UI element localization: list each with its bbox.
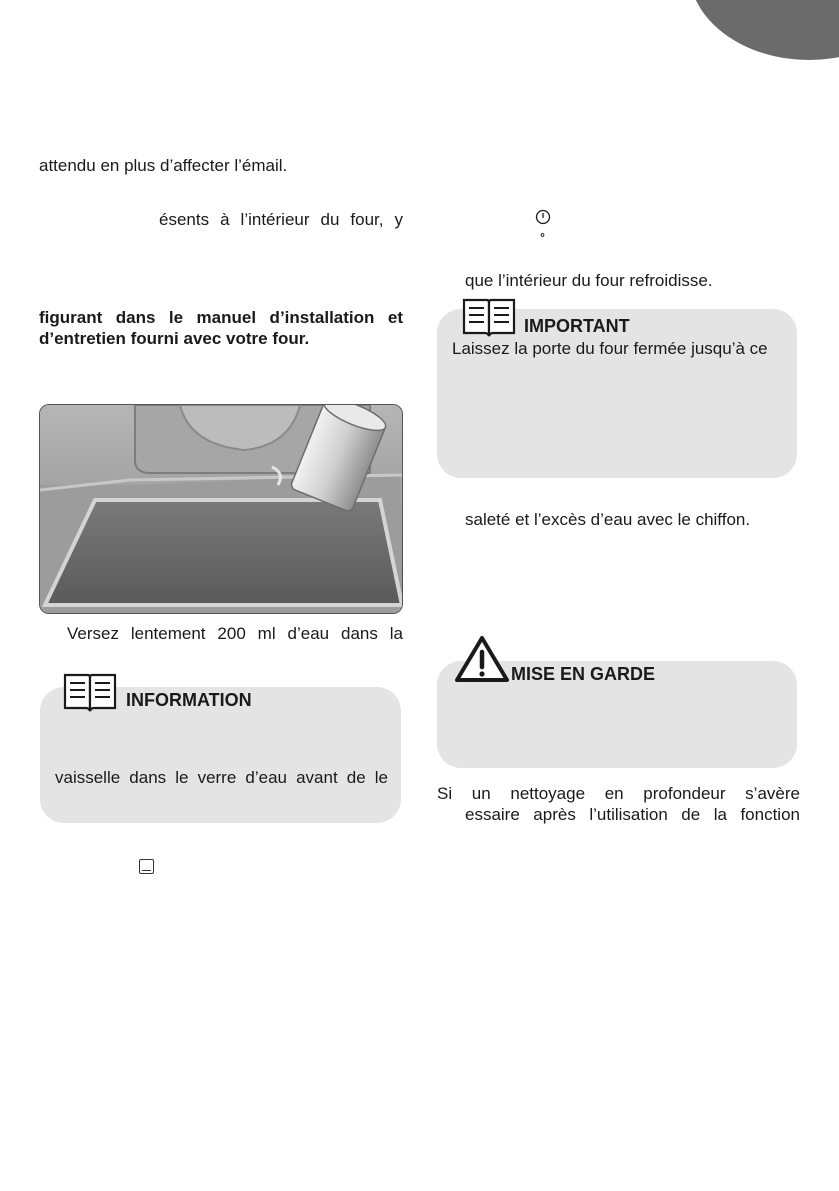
information-title: INFORMATION: [126, 690, 252, 710]
text-line-refroidisse: que l’intérieur du four refroidisse.: [465, 271, 713, 290]
important-title: IMPORTANT: [524, 316, 630, 336]
warning-title: MISE EN GARDE: [511, 664, 656, 684]
important-text: Laissez la porte du four fermée jusqu’à ce: [452, 339, 768, 358]
deep-clean-line-1: Si un nettoyage en profondeur s’avère: [437, 784, 800, 803]
page-corner-tab: [689, 0, 839, 60]
text-line-presents: ésents à l’intérieur du four, y: [159, 210, 403, 229]
information-text: vaisselle dans le verre d’eau avant de le: [55, 768, 388, 787]
text-line-salete: saleté et l’excès d’eau avec le chiffon.: [465, 510, 751, 529]
text-line-affecter: attendu en plus d’affecter l’émail.: [39, 156, 288, 175]
bold-line-entretien: d’entretien fourni avec votre four.: [39, 329, 310, 348]
oven-water-photo: [39, 404, 403, 614]
warning-triangle-icon: [454, 635, 510, 683]
step-pour-water: Versez lentement 200 ml d’eau dans la: [67, 624, 403, 643]
bold-line-manual: figurant dans le manuel d’installation et: [39, 308, 403, 327]
open-book-icon: [63, 671, 117, 713]
square-symbol-icon: [139, 859, 154, 874]
deep-clean-line-2: essaire après l’utilisation de la fonction: [465, 805, 800, 824]
power-icon: [534, 208, 552, 240]
open-book-icon: [462, 296, 516, 338]
